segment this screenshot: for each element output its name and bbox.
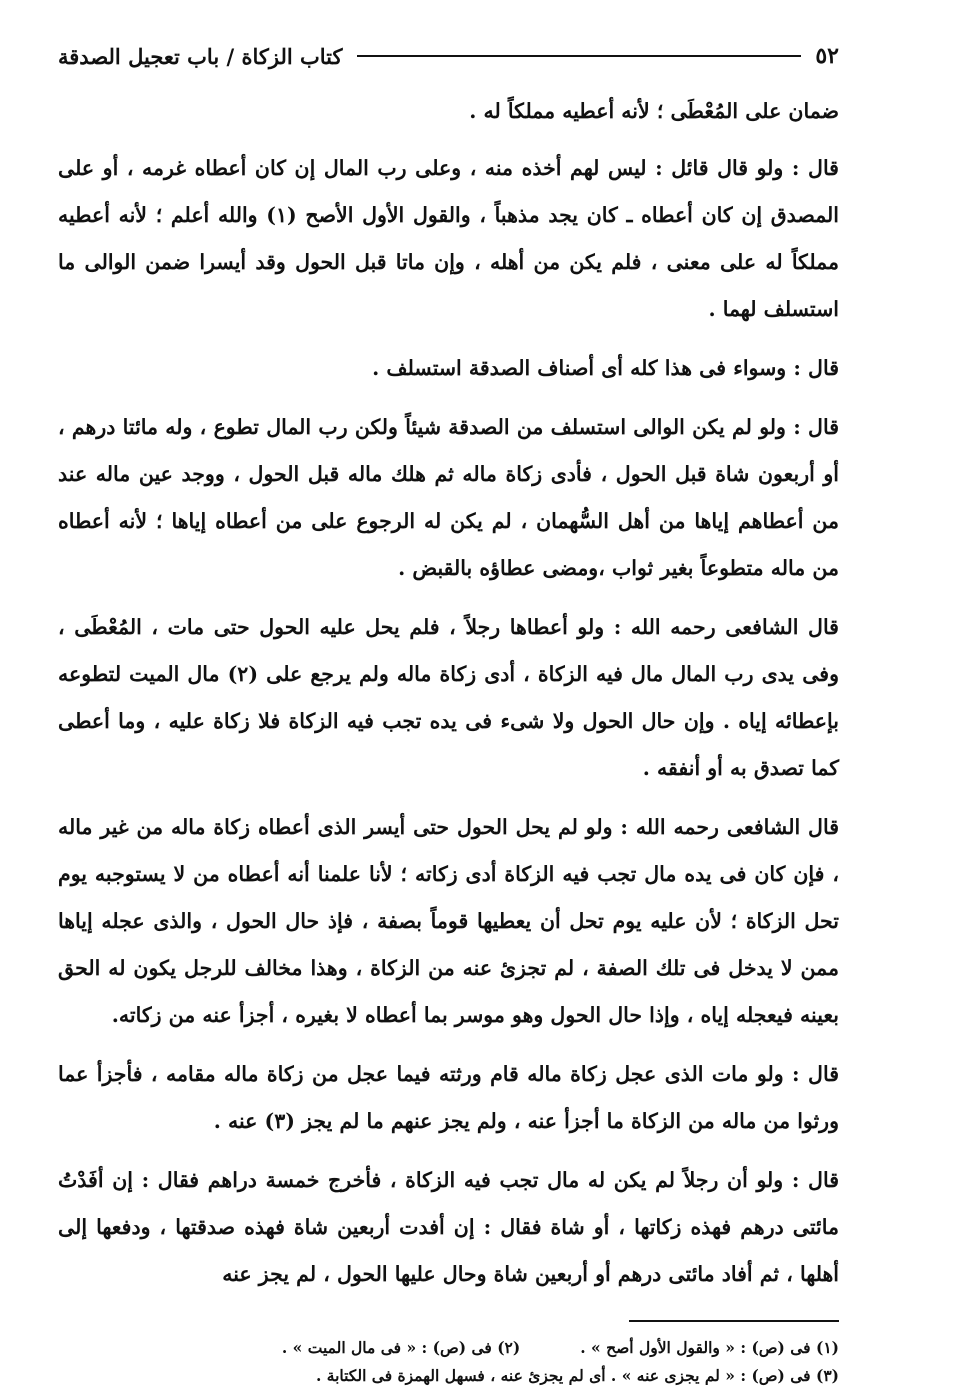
speaker-label: قال : [793,356,839,380]
paragraph [58,345,839,392]
paragraph [58,88,839,135]
paragraph-text: رحمه الله : ولو أعطاها رجلاً ، فلم يحل عليه الحول حتى مات ، المُعْطَى ، وفى يدى رب المال مال فيه الزكاة ، أدى زكاة ماله ولم يرجع على (٢) مال الميت لتطوعه بإعطائه إياه . وإن حال الحول ولا شىء فى يده تجب فيه الزكاة فلا زكاة عليه ، وما أعطى كما تصدق به أو أنفقه . [58,615,840,780]
speaker-label: قال الشافعى [726,815,839,839]
footnote-row [58,1334,839,1362]
speaker-label: قال : [793,415,839,439]
footnote-rule [629,1320,839,1322]
footnote-2: (٢) فى (ص) : « فى مال الميت » . [281,1338,521,1357]
paragraph-text: ولو مات الذى عجل زكاة ماله قام ورثته فيما عجل من زكاة ماله مقامه ، فأجزأ عما ورثوا من ماله من الزكاة ما أجزأ عنه ، ولم يجز عنهم ما لم يجز (٣) عنه . [58,1062,839,1133]
page-header [58,38,839,74]
running-title: كتاب الزكاة / باب تعجيل الصدقة [58,43,343,69]
header-rule [357,55,802,57]
paragraph-text: ولو قال قائل : ليس لهم أخذه منه ، وعلى رب المال إن كان أعطاه غرمه ، أو على المصدق إن كان أعطاه ـ كان يجد مذهباً ، والقول الأول الأصح (١) والله أعلم ؛ لأنه أعطيه مملكاً له على معنى ، فلم يكن من أهله ، وإن ماتا قبل الحول وقد أيسرا ضمن الوالى ما استسلف لهما . [58,156,839,321]
paragraph [58,404,839,592]
speaker-label: قال الشافعى [725,615,839,639]
footnotes [58,1334,839,1390]
speaker-label: قال : [791,1168,839,1192]
footnote-row [58,1362,839,1390]
paragraph-text: ضمان على المُعْطَى ؛ لأنه أعطيه مملكاً له . [469,99,839,123]
speaker-label: قال : [792,1062,839,1086]
speaker-label: قال : [791,156,839,180]
paragraph [58,1051,839,1145]
paragraph [58,804,839,1039]
page-number: ٥٢ [815,43,839,69]
paragraph-text: ولو أن رجلاً لم يكن له مال تجب فيه الزكاة ، فأخرج خمسة دراهم فقال : إن أفَدْتُ مائتى درهم فهذه زكاتها ، أو شاة فقال : إن أفدت أربعين شاة فهذه صدقتها ، ودفعها إلى أهلها ، ثم أفاد مائتى درهم أو أربعين شاة وحال عليها الحول ، لم يجز عنه [58,1168,839,1286]
paragraph-text: ولو لم يكن الوالى استسلف من الصدقة شيئاً ولكن رب المال تطوع ، وله مائتا درهم ، أو أربعون شاة قبل الحول ، فأدى زكاة ماله ثم هلك ماله قبل الحول ، ووجد عين ماله عند من أعطاهم إياها من أهل السُّهمان ، لم يكن له الرجوع على من أعطاه إياها ؛ لأنه أعطاه من ماله متطوعاً بغير ثواب ،ومضى عطاؤه بالقبض . [58,415,839,580]
footnote-3: (٣) فى (ص) : « لم يجزى عنه » . أى لم يجزئ عنه ، فسهل الهمزة فى الكتابة . [315,1366,839,1385]
footnote-1: (١) فى (ص) : « والقول الأول أصح » . [580,1338,839,1357]
paragraph-text: رحمه الله : ولو لم يحل الحول حتى أيسر الذى أعطاه زكاة ماله من غير ماله ، فإن كان فى يده مال تجب فيه الزكاة أدى زكاته ؛ لأنا علمنا أنه أعطاه من لا يستوجبه يوم تحل الزكاة ؛ لأن عليه يوم تحل أن يعطيها قوماً بصفة ، فإذ حال الحول ، والذى عجله إياها ممن لا يدخل فى تلك الصفة ، لم تجزئ عنه من الزكاة ، وهذا مخالف للرجل يكون له الحق بعينه فيعجله إياه ، وإذا حال الحول وهو موسر بما أعطاه لا بغيره ، أجزأ عنه من زكاته. [58,815,839,1027]
paragraph [58,604,839,792]
paragraph [58,1157,839,1298]
body-text [58,88,839,1298]
paragraph [58,145,839,333]
paragraph-text: وسواء فى هذا كله أى أصناف الصدقة استسلف . [372,356,787,380]
